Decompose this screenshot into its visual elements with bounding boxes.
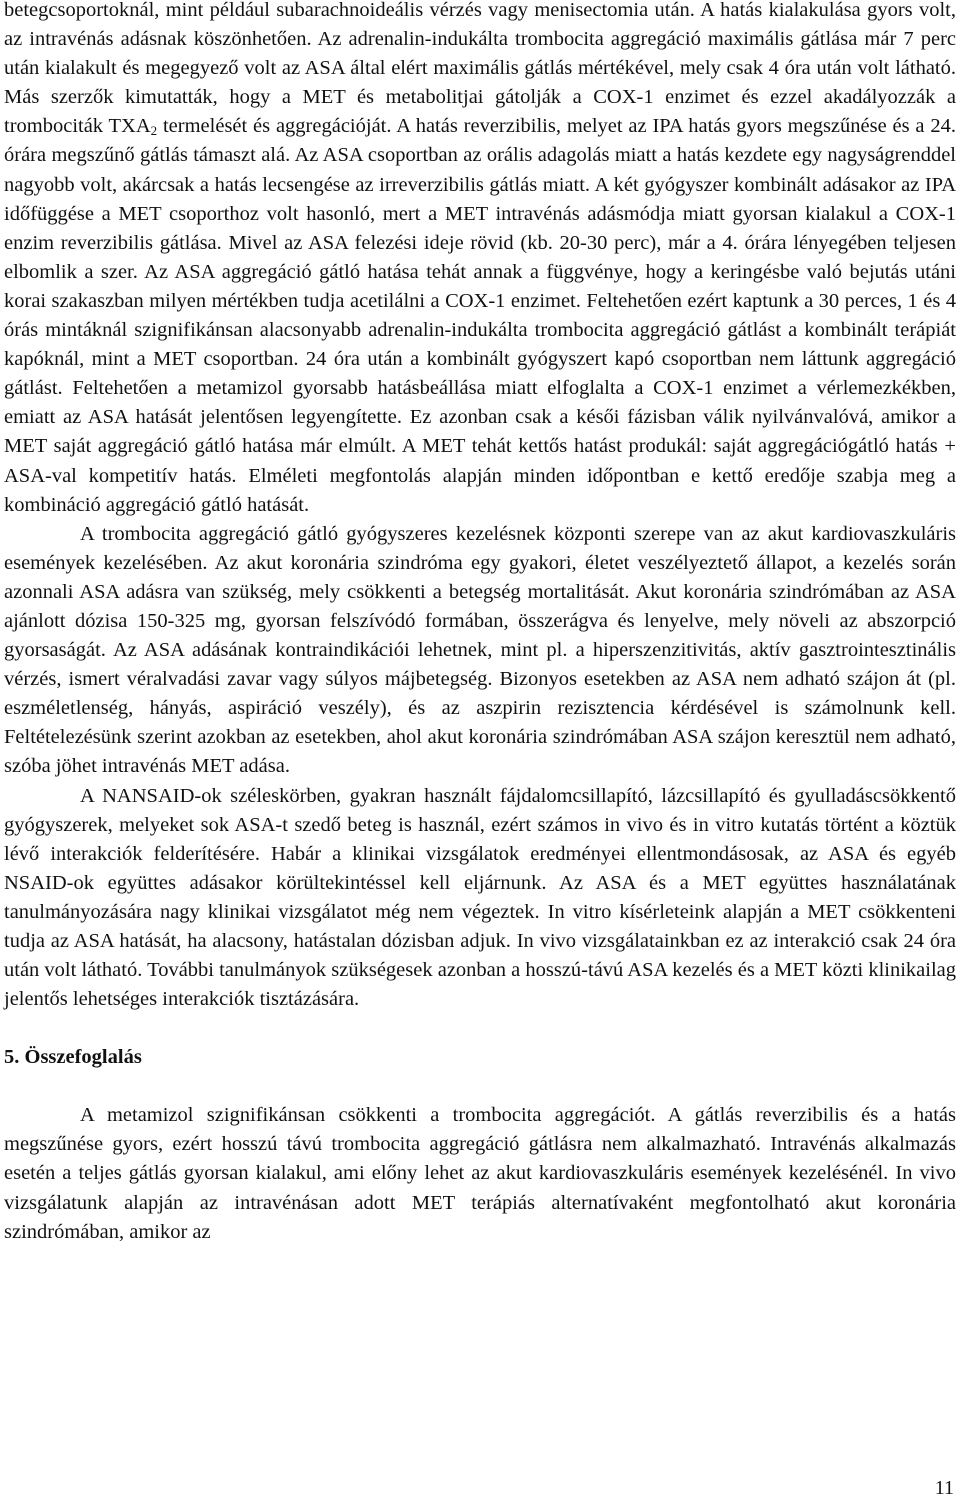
section-heading-summary: 5. Összefoglalás: [4, 1046, 142, 1069]
body-paragraph-nsaid: A NANSAID-ok széleskörben, gyakran használt fájdalomcsillapító, lázcsillapító és gyulladáscsökkentő gyógyszerek, melyeket sok ASA-t szedő beteg is használ, ezért számos in vivo és in vitro kutatás történt a köztük lévő interakciók felderítésére. Habár a klinikai vizsgálatok eredményei ellentmondásosak, az ASA és egyéb NSAID-ok együttes adásakor körültekintéssel kell eljárnunk. Az ASA és a MET együttes használatának tanulmányozására nagy klinikai vizsgálatot még nem végeztek. In vitro kísérleteink alapján a MET csökkenteni tudja az ASA hatását, ha alacsony, hatástalan dózisban adjuk. In vivo vizsgálatainkban ez az interakció csak 24 óra után volt látható. További tanulmányok szükségesek azonban a hosszú-távú ASA kezelés és a MET közti klinikailag jelentős lehetséges interakciók tisztázására.: [4, 784, 956, 1011]
document-page: [4, 0, 956, 1247]
summary-paragraph: A metamizol szignifikánsan csökkenti a trombocita aggregációt. A gátlás reverzibilis és a hatás megszűnése gyors, ezért hosszú távú trombocita aggregáció gátlásra nem alkalmazható. Intravénás alkalmazás esetén a teljes gátlás gyorsan kialakul, ami előny lehet az akut kardiovaszkuláris események kezelésénél. In vivo vizsgálatunk alapján az intravénásan adott MET terápiás alternatívaként megfontolható akut koronária szindrómában, amikor az: [4, 1104, 956, 1243]
page-number: 11: [934, 1477, 954, 1499]
paragraph-text: termelését és aggregációját. A hatás reverzibilis, melyet az IPA hatás gyors megszűnése és a 24. órára megszűnő gátlás támaszt alá. Az ASA csoportban az orális adagolás miatt a hatás kezdete egy nagyságrenddel nagyobb volt, akárcsak a hatás lecsengése az irreverzibilis gátlás miatt. A két gyógyszer kombinált adásakor az IPA időfüggése a MET csoporthoz volt hasonló, mert a MET intravénás adásmódja miatt gyorsan kialakul a COX-1 enzim reverzibilis gátlása. Mivel az ASA felezési ideje rövid (kb. 20-30 perc), már a 4. órára lényegében teljesen elbomlik a szer. Az ASA aggregáció gátló hatása tehát annak a függvénye, hogy a keringésbe való bejutás utáni korai szakaszban milyen mértékben tudja acetilálni a COX-1 enzimet. Feltehetően ezért kaptunk a 30 perces, 1 és 4 órás mintáknál szignifikánsan alacsonyabb adrenalin-indukálta trombocita aggregáció gátlást a kombinált terápiát kapóknál, mint a MET csoportban. 24 óra után a kombinált gyógyszert kapó csoportban nem láttunk aggregáció gátlást. Feltehetően a metamizol gyorsabb hatásbeállása miatt elfoglalta a COX-1 enzimet a vérlemezkékben, emiatt az ASA hatását jelentősen legyengítette. Ez azonban csak a késői fázisban válik nyilvánvalóvá, amikor a MET saját aggregáció gátló hatása már elmúlt. A MET tehát kettős hatást produkál: saját aggregációgátló hatás + ASA-val kompetitív hatás. Elméleti megfontolás alapján minden időpontban e kettő eredője szabja meg a kombináció aggregáció gátló hatását.: [4, 115, 956, 516]
body-paragraph-discussion: [4, 0, 956, 520]
paragraph-text: betegcsoportoknál, mint például subarachnoideális vérzés vagy menisectomia után. A hatás kialakulása gyors volt, az intravénás adásnak köszönhetően. Az adrenalin-indukálta trombocita aggregáció maximális gátlása már 7 perc után kialakult és megegyező volt az ASA által elért maximális gátlás mértékével, mely csak 4 óra után volt látható. Más szerzők kimutatták, hogy a MET és metabolitjai gátolják a COX-1 enzimet és ezzel akadályozzák a trombociták TXA: [4, 0, 956, 138]
subscript-text: 2: [150, 123, 158, 139]
body-paragraph-cardiovascular: A trombocita aggregáció gátló gyógyszeres kezelésnek központi szerepe van az akut kardiovaszkuláris események kezelésében. Az akut koronária szindróma egy gyakori, életet veszélyeztető állapot, a kezelés során azonnali ASA adásra van szükség, mely csökkenti a betegség mortalitását. Akut koronária szindrómában az ASA ajánlott dózisa 150-325 mg, gyorsan felszívódó formában, összerágva és lenyelve, mely növeli az abszorpció gyorsaságát. Az ASA adásának kontraindikációi lehetnek, mint pl. a hiperszenzitivitás, aktív gasztrointesztinális vérzés, ismert véralvadási zavar vagy súlyos májbetegség. Bizonyos esetekben az ASA nem adható szájon át (pl. eszméletlenség, hányás, aspiráció veszély), és az aszpirin rezisztencia kérdésével is számolnunk kell. Feltételezésünk szerint azokban az esetekben, ahol akut koronária szindrómában ASA szájon keresztül nem adható, szóba jöhet intravénás MET adása.: [4, 522, 956, 778]
